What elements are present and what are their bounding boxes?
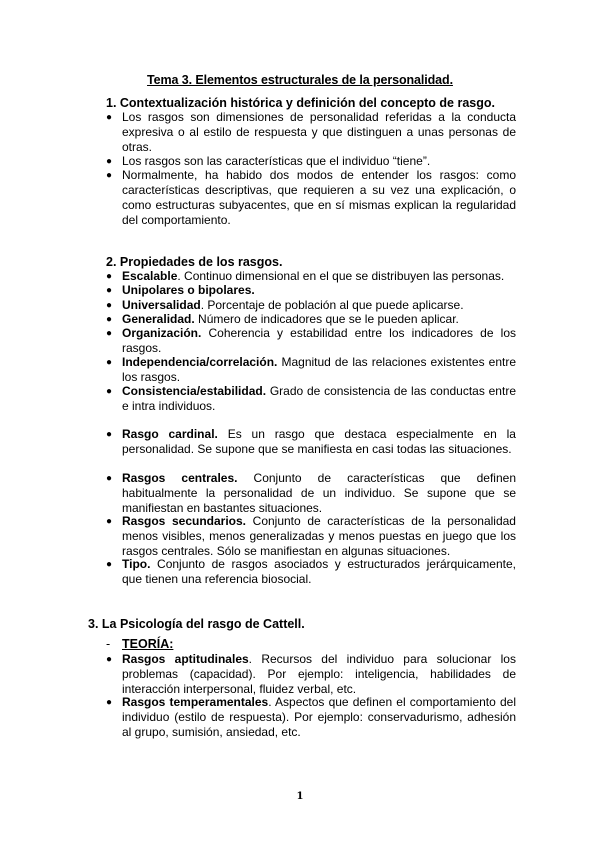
teoria-subheading xyxy=(106,637,174,651)
bullet-dot: ● xyxy=(106,328,113,339)
dash-marker: - xyxy=(106,637,111,651)
bullet-text: Rasgos secundarios. Conjunto de características de la personalidad menos visibles, menos generalizadas y menos puestas en juego que los rasgos centrales. Sólo se manifiestan en algunas situaciones. xyxy=(122,514,516,558)
bullet-dot: ● xyxy=(106,429,113,440)
document-title: Tema 3. Elementos estructurales de la personalidad. xyxy=(147,73,453,87)
bullet-item xyxy=(106,110,516,155)
bullet-text: Los rasgos son dimensiones de personalidad referidas a la conducta expresiva o al estilo de respuesta y que distinguen a unas personas de otras. xyxy=(122,110,516,154)
bullet-dot: ● xyxy=(106,156,113,167)
bullet-text: Escalable. Continuo dimensional en el que se distribuyen las personas. xyxy=(122,269,505,283)
section-3-heading: 3. La Psicología del rasgo de Cattell. xyxy=(88,617,305,631)
bullet-dot: ● xyxy=(106,271,113,282)
bullet-dot: ● xyxy=(106,112,113,123)
bullet-item xyxy=(106,168,516,228)
teoria-label: TEORÍA: xyxy=(122,637,174,651)
bullet-dot: ● xyxy=(106,559,113,570)
bullet-dot: ● xyxy=(106,386,113,397)
bullet-text: Unipolares o bipolares. xyxy=(122,283,255,297)
bullet-text: Organización. Coherencia y estabilidad entre los indicadores de los rasgos. xyxy=(122,326,516,355)
bullet-text: Rasgos temperamentales. Aspectos que definen el comportamiento del individuo (estilo de respuesta). Por ejemplo: conservadurismo, adhesión al grupo, sumisión, ansiedad, etc. xyxy=(122,695,516,739)
bullet-text: Universalidad. Porcentaje de población al que puede aplicarse. xyxy=(122,298,464,312)
bullet-dot: ● xyxy=(106,170,113,181)
bullet-text: Tipo. Conjunto de rasgos asociados y estructurados jerárquicamente, que tienen una referencia biosocial. xyxy=(122,557,516,586)
bullet-text: Rasgo cardinal. Es un rasgo que destaca especialmente en la personalidad. Se supone que se manifiesta en casi todas las situaciones. xyxy=(122,427,516,456)
bullet-dot: ● xyxy=(106,314,113,325)
bullet-dot: ● xyxy=(106,697,113,708)
bullet-text: Consistencia/estabilidad. Grado de consistencia de las conductas entre e intra individuos. xyxy=(122,384,516,413)
bullet-item xyxy=(106,154,516,169)
bullet-dot: ● xyxy=(106,285,113,296)
bullet-dot: ● xyxy=(106,300,113,311)
bullet-text: Independencia/correlación. Magnitud de las relaciones existentes entre los rasgos. xyxy=(122,355,516,384)
bullet-text: Los rasgos son las características que el individuo “tiene”. xyxy=(122,154,431,168)
bullet-text: Generalidad. Número de indicadores que se le pueden aplicar. xyxy=(122,312,459,326)
section-1-heading: 1. Contextualización histórica y definición del concepto de rasgo. xyxy=(106,96,495,110)
bullet-text: Rasgos centrales. Conjunto de características que definen habitualmente la personalidad de un individuo. Se supone que se manifiestan en bastantes situaciones. xyxy=(122,471,516,515)
section-2-heading: 2. Propiedades de los rasgos. xyxy=(106,255,283,269)
bullet-text: Rasgos aptitudinales. Recursos del individuo para solucionar los problemas (capacidad). Por ejemplo: inteligencia, habilidades de interacción interpersonal, fluidez verbal, etc. xyxy=(122,652,516,696)
page-number: 1 xyxy=(296,791,304,802)
bullet-dot: ● xyxy=(106,473,113,484)
bullet-dot: ● xyxy=(106,516,113,527)
bullet-dot: ● xyxy=(106,654,113,665)
bullet-text: Normalmente, ha habido dos modos de entender los rasgos: como características descriptivas, que requieren a su vez una explicación, o como estructuras subyacentes, que en sí mismas explican la regularidad del comportamiento. xyxy=(122,168,516,227)
bullet-dot: ● xyxy=(106,357,113,368)
